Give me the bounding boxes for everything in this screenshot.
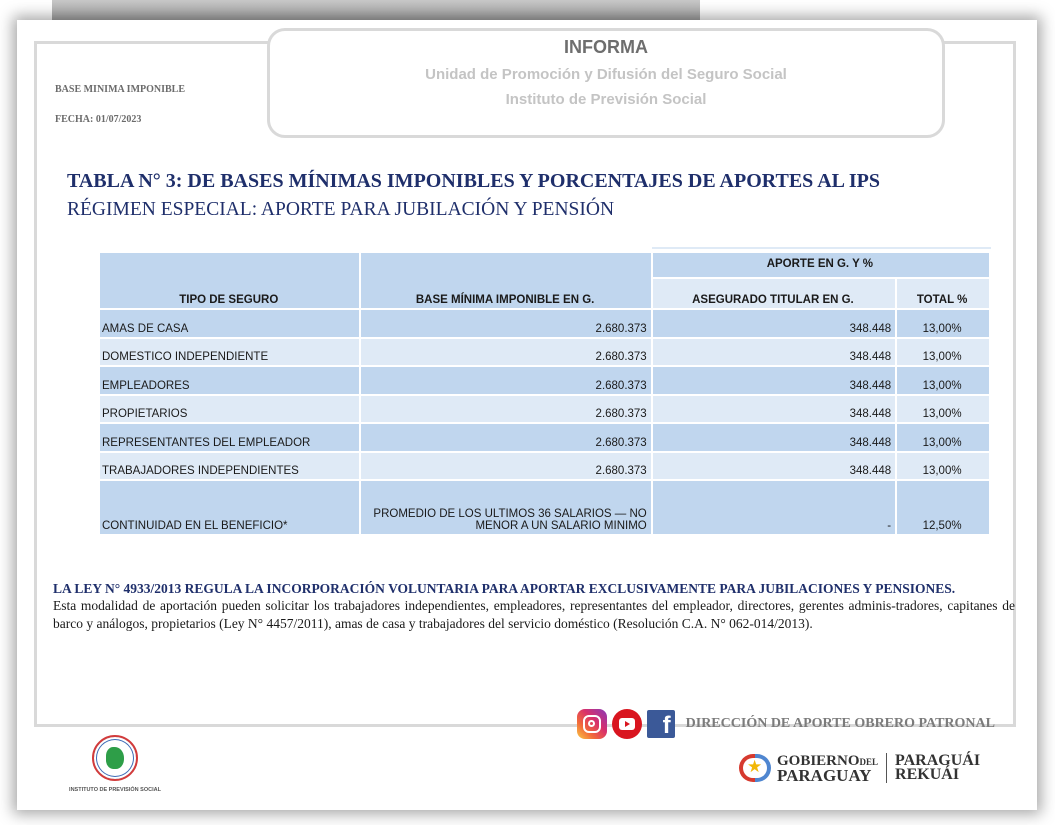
youtube-icon[interactable] bbox=[612, 709, 642, 739]
cell-base-line1: PROMEDIO DE LOS ULTIMOS 36 SALARIOS — NO bbox=[373, 508, 647, 520]
informa-box bbox=[267, 28, 945, 138]
cell-tipo: TRABAJADORES INDEPENDIENTES bbox=[99, 452, 360, 481]
cell-total: 13,00% bbox=[896, 423, 990, 452]
cell-base: 2.680.373 bbox=[360, 338, 651, 367]
law-body: Esta modalidad de aportación pueden solicitar los trabajadores independientes, empleadores, representantes del empleador, directores, gerentes adminis-tradores, capitanes de barco y análogos, propietarios (Ley N° 4457/2011), amas de casa y trabajadores del servicio doméstico (Resolución C.A. N° 062-014/2013). bbox=[53, 598, 1015, 631]
ips-logo bbox=[45, 735, 185, 793]
cell-total: 13,00% bbox=[896, 366, 990, 395]
header-asegurado: ASEGURADO TITULAR EN G. bbox=[652, 278, 896, 309]
informa-unit: Unidad de Promoción y Difusión del Seguro Social bbox=[425, 66, 787, 83]
cell-tipo: CONTINUIDAD EN EL BENEFICIO* bbox=[99, 480, 360, 535]
table-row bbox=[99, 452, 990, 481]
table-row bbox=[99, 309, 990, 338]
doc-date: FECHA: 01/07/2023 bbox=[55, 114, 142, 125]
informa-institute: Instituto de Previsión Social bbox=[505, 91, 707, 108]
law-heading: LA LEY N° 4933/2013 REGULA LA INCORPORACIÓN VOLUNTARIA PARA APORTAR EXCLUSIVAMENTE PARA JUBILACIONES Y PENSIONES. bbox=[53, 581, 956, 596]
cell-base: 2.680.373 bbox=[360, 452, 651, 481]
header-base: BASE MÍNIMA IMPONIBLE EN G. bbox=[360, 252, 651, 309]
cell-asegurado: 348.448 bbox=[652, 366, 896, 395]
slogan-line1: PARAGUÁI bbox=[895, 752, 981, 769]
instagram-icon[interactable] bbox=[577, 709, 607, 739]
cell-tipo: PROPIETARIOS bbox=[99, 395, 360, 424]
table-row bbox=[99, 338, 990, 367]
cell-tipo: EMPLEADORES bbox=[99, 366, 360, 395]
star-icon: ★ bbox=[747, 757, 763, 776]
table-row bbox=[99, 395, 990, 424]
cell-base: 2.680.373 bbox=[360, 395, 651, 424]
slogan-line2: REKUÁI bbox=[895, 766, 960, 783]
direccion-label: DIRECCIÓN DE APORTE OBRERO PATRONAL bbox=[685, 716, 995, 731]
gobierno-del: DEL bbox=[859, 756, 879, 767]
contributions-table bbox=[98, 251, 991, 536]
gobierno-line2: PARAGUAY bbox=[777, 765, 872, 785]
cell-asegurado: - bbox=[652, 480, 896, 535]
doc-label: BASE MINIMA IMPONIBLE bbox=[55, 84, 186, 95]
cell-base bbox=[360, 480, 651, 535]
cell-asegurado: 348.448 bbox=[652, 423, 896, 452]
cell-base: 2.680.373 bbox=[360, 309, 651, 338]
cell-asegurado: 348.448 bbox=[652, 309, 896, 338]
cell-asegurado: 348.448 bbox=[652, 452, 896, 481]
cell-tipo: DOMESTICO INDEPENDIENTE bbox=[99, 338, 360, 367]
viewer-top-bar bbox=[52, 0, 700, 20]
cell-total: 12,50% bbox=[896, 480, 990, 535]
page-frame bbox=[34, 41, 1016, 739]
table-row bbox=[99, 480, 990, 535]
gobierno-text bbox=[777, 754, 878, 783]
cell-asegurado: 348.448 bbox=[652, 395, 896, 424]
cell-total: 13,00% bbox=[896, 309, 990, 338]
logo-divider bbox=[886, 753, 887, 783]
cell-base-line2: MENOR A UN SALARIO MINIMO bbox=[475, 520, 647, 532]
cell-base: 2.680.373 bbox=[360, 366, 651, 395]
table-row bbox=[99, 366, 990, 395]
informa-title: INFORMA bbox=[564, 37, 648, 57]
header-total: TOTAL % bbox=[896, 278, 990, 309]
ips-caption: INSTITUTO DE PREVISIÓN SOCIAL bbox=[69, 787, 161, 793]
cell-tipo: REPRESENTANTES DEL EMPLEADOR bbox=[99, 423, 360, 452]
gobierno-line1: GOBIERNO bbox=[777, 752, 860, 769]
table-subtitle: RÉGIMEN ESPECIAL: APORTE PARA JUBILACIÓN Y PENSIÓN bbox=[67, 199, 615, 220]
cell-tipo: AMAS DE CASA bbox=[99, 309, 360, 338]
cell-asegurado: 348.448 bbox=[652, 338, 896, 367]
header-top-line bbox=[652, 247, 991, 249]
cell-total: 13,00% bbox=[896, 395, 990, 424]
header-tipo: TIPO DE SEGURO bbox=[99, 252, 360, 309]
header-aporte-group: APORTE EN G. Y % bbox=[652, 252, 990, 278]
facebook-icon[interactable]: f bbox=[647, 710, 675, 738]
cell-base: 2.680.373 bbox=[360, 423, 651, 452]
social-links bbox=[577, 709, 995, 739]
paraguay-emblem-icon bbox=[739, 752, 771, 784]
document-page bbox=[17, 20, 1037, 810]
table-row bbox=[99, 423, 990, 452]
cell-total: 13,00% bbox=[896, 338, 990, 367]
cell-total: 13,00% bbox=[896, 452, 990, 481]
gobierno-logo bbox=[739, 752, 980, 784]
table-title: TABLA N° 3: DE BASES MÍNIMAS IMPONIBLES Y PORCENTAJES DE APORTES AL IPS bbox=[67, 170, 881, 192]
slogan-text bbox=[895, 754, 980, 782]
ips-seal-icon bbox=[92, 735, 138, 781]
law-section bbox=[53, 582, 1015, 632]
